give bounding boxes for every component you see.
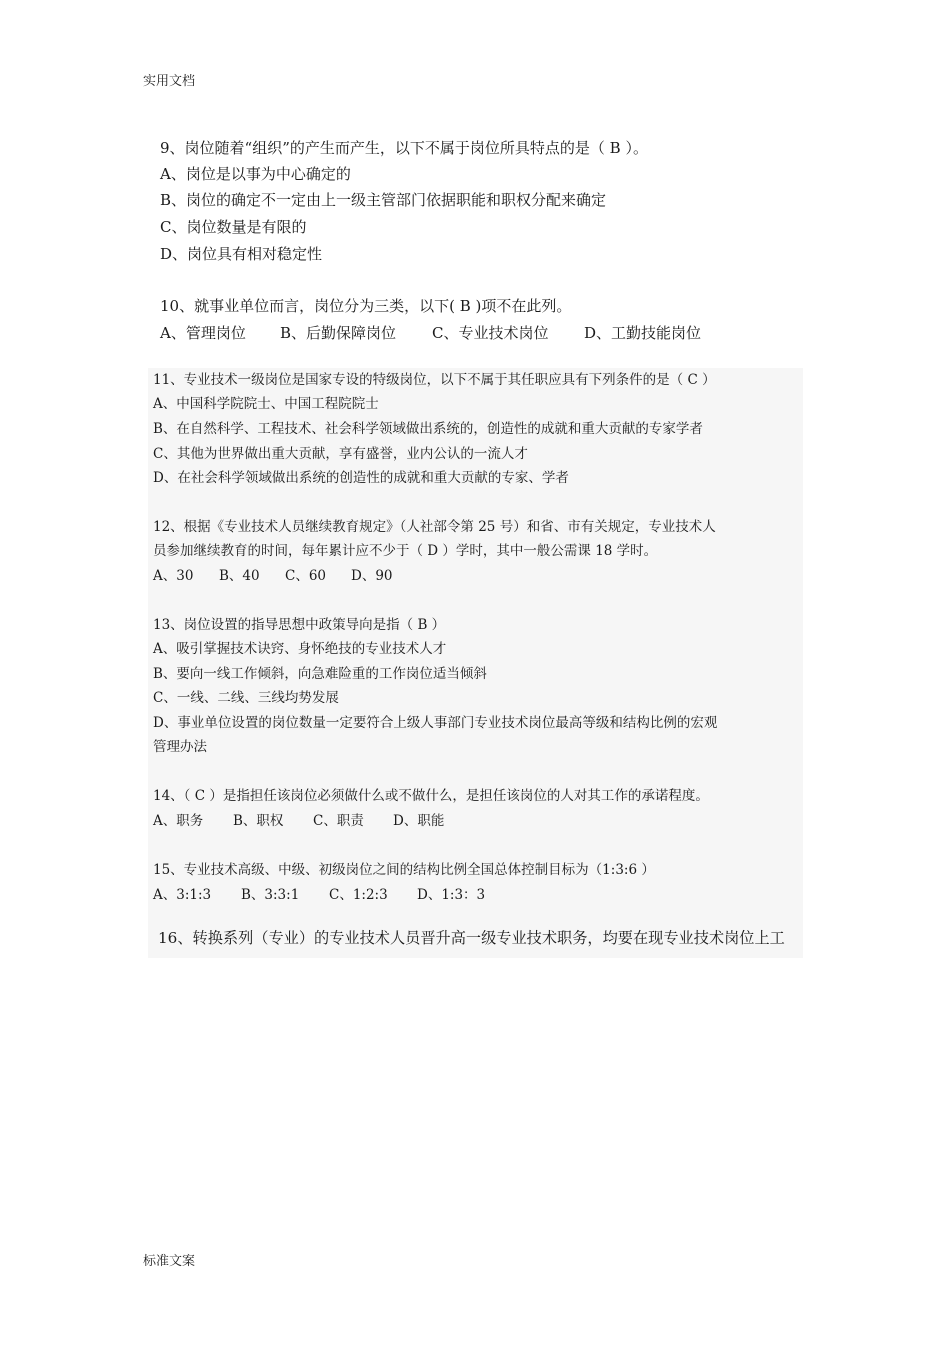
question-15-options xyxy=(153,886,485,904)
question-14-option-d: D、职能 xyxy=(393,813,445,829)
question-15-option-c: C、1:2:3 xyxy=(329,887,388,903)
question-12-option-b: B、40 xyxy=(219,568,260,584)
question-11-option-b: B、在自然科学、工程技术、社会科学领域做出系统的，创造性的成就和重大贡献的专家学者 xyxy=(153,421,703,437)
question-9-option-d: D、岗位具有相对稳定性 xyxy=(160,245,323,263)
question-13-option-c: C、一线、二线、三线均势发展 xyxy=(153,690,339,706)
question-12-stem-line1: 12、根据《专业技术人员继续教育规定》（人社部令第 25 号）和省、市有关规定，专业技术人 xyxy=(153,519,716,535)
question-10-option-b: B、后勤保障岗位 xyxy=(280,324,397,342)
question-14-options xyxy=(153,812,444,830)
question-11-option-a: A、中国科学院院士、中国工程院院士 xyxy=(153,396,379,412)
question-13-option-d-line1: D、事业单位设置的岗位数量一定要符合上级人事部门专业技术岗位最高等级和结构比例的宏观 xyxy=(153,715,718,731)
question-13-option-d-line2: 管理办法 xyxy=(153,739,207,755)
question-15-option-a: A、3:1:3 xyxy=(153,887,212,903)
question-15-option-b: B、3:3:1 xyxy=(241,887,300,903)
question-13-stem: 13、岗位设置的指导思想中政策导向是指（ B ） xyxy=(153,617,446,633)
question-9-option-a: A、岗位是以事为中心确定的 xyxy=(160,165,351,183)
question-11-option-d: D、在社会科学领域做出系统的创造性的成就和重大贡献的专家、学者 xyxy=(153,470,569,486)
question-11-option-c: C、其他为世界做出重大贡献，享有盛誉，业内公认的一流人才 xyxy=(153,446,528,462)
page-header: 实用文档 xyxy=(143,74,196,89)
question-13-option-b: B、要向一线工作倾斜，向急难险重的工作岗位适当倾斜 xyxy=(153,666,487,682)
question-9-option-b: B、岗位的确定不一定由上一级主管部门依据职能和职权分配来确定 xyxy=(160,191,607,209)
question-10-option-a: A、管理岗位 xyxy=(160,324,246,342)
question-10-option-c: C、专业技术岗位 xyxy=(432,324,549,342)
question-14-option-a: A、职务 xyxy=(153,813,204,829)
question-12-option-a: A、30 xyxy=(153,568,194,584)
question-14-option-b: B、职权 xyxy=(233,813,284,829)
question-15-stem: 15、专业技术高级、中级、初级岗位之间的结构比例全国总体控制目标为（1:3:6 ） xyxy=(153,862,655,878)
question-10-stem: 10、就事业单位而言，岗位分为三类，以下( B )项不在此列。 xyxy=(160,297,572,315)
question-10-options xyxy=(160,324,701,342)
question-11-stem: 11、专业技术一级岗位是国家专设的特级岗位，以下不属于其任职应具有下列条件的是（ C ） xyxy=(153,372,716,388)
question-16-stem: 16、转换系列（专业）的专业技术人员晋升高一级专业技术职务，均要在现专业技术岗位上工 xyxy=(158,929,785,947)
question-15-option-d: D、1:3：3 xyxy=(417,887,486,903)
question-9-stem: 9、岗位随着“组织”的产生而产生，以下不属于岗位所具特点的是（ B ）。 xyxy=(160,139,648,157)
question-12-stem-line2: 员参加继续教育的时间，每年累计应不少于（ D ）学时，其中一般公需课 18 学时。 xyxy=(153,543,658,559)
question-12-option-d: D、90 xyxy=(351,568,393,584)
question-10-option-d: D、工勤技能岗位 xyxy=(584,324,702,342)
page-footer: 标准文案 xyxy=(143,1254,196,1269)
question-14-option-c: C、职责 xyxy=(313,813,364,829)
question-13-option-a: A、吸引掌握技术诀窍、身怀绝技的专业技术人才 xyxy=(153,641,447,657)
question-14-stem: 14、（ C ）是指担任该岗位必须做什么或不做什么，是担任该岗位的人对其工作的承诺程度。 xyxy=(153,788,709,804)
question-9-option-c: C、岗位数量是有限的 xyxy=(160,218,307,236)
question-12-option-c: C、60 xyxy=(285,568,327,584)
question-12-options xyxy=(153,567,393,585)
